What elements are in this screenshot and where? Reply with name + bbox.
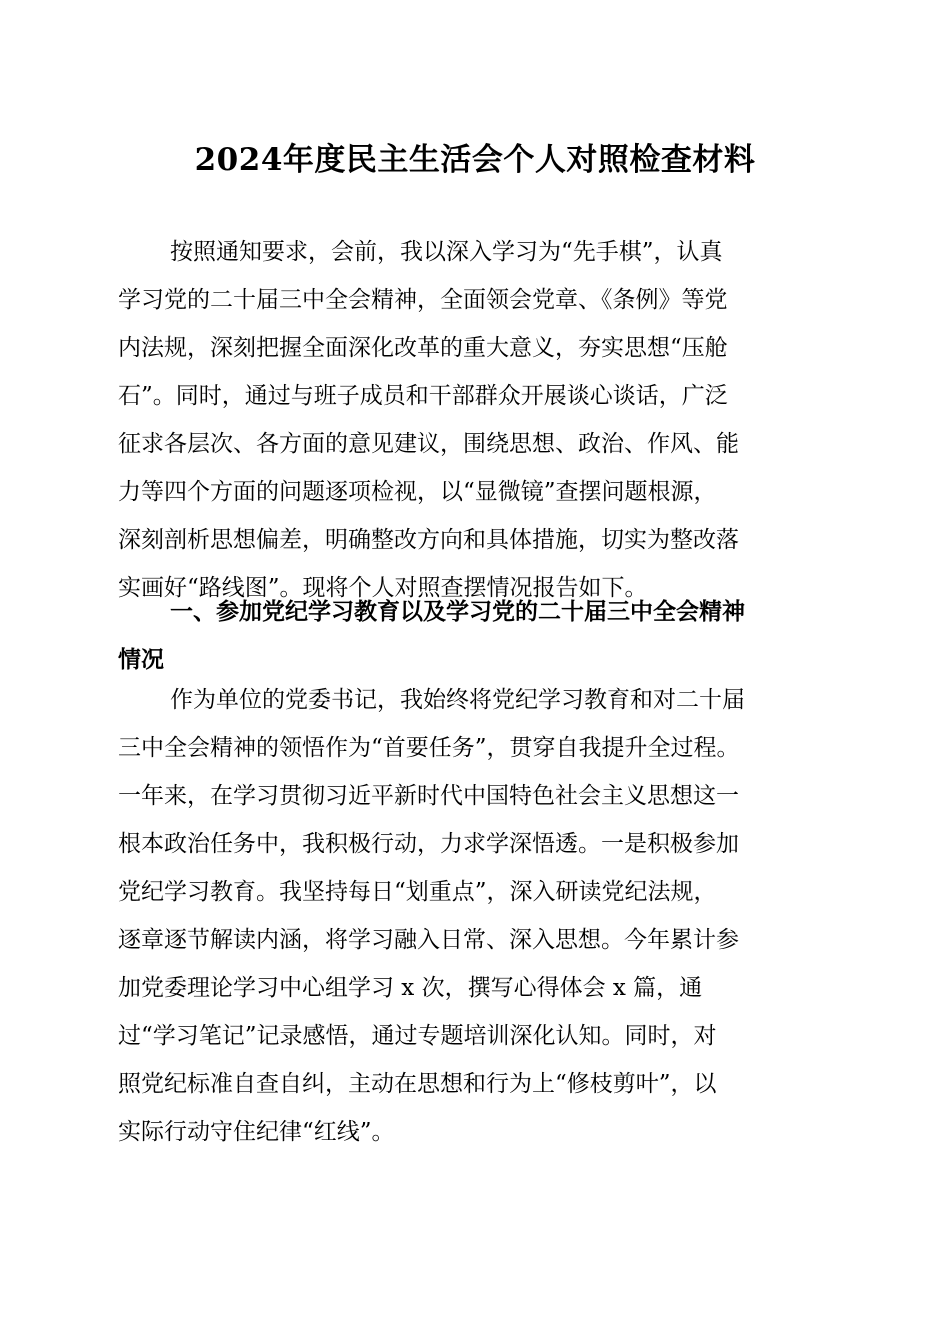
text-line: 内法规，深刻把握全面深化改革的重大意义，夯实思想“压舱: [118, 335, 728, 361]
document-title: 2024年度民主生活会个人对照检查材料: [194, 142, 756, 178]
text-line: 作为单位的党委书记，我始终将党纪学习教育和对二十届: [170, 687, 745, 713]
paragraph-section-1: [118, 676, 838, 1156]
text-line: 逐章逐节解读内涵，将学习融入日常、深入思想。今年累计参: [118, 927, 739, 953]
text-line: 石”。同时，通过与班子成员和干部群众开展谈心谈话，广泛: [118, 383, 728, 409]
text-line: 力等四个方面的问题逐项检视，以“显微镜”查摆问题根源，: [118, 479, 717, 505]
text-line: 学习党的二十届三中全会精神，全面领会党章、《条例》等党: [118, 287, 728, 313]
text-line: 党纪学习教育。我坚持每日“划重点”，深入研读党纪法规，: [118, 879, 717, 905]
text-line: 深刻剖析思想偏差，明确整改方向和具体措施，切实为整改落: [118, 527, 739, 553]
text-line: 照党纪标准自查自纠，主动在思想和行为上“修枝剪叶”，以: [118, 1071, 717, 1097]
text-line: 加党委理论学习中心组学习 x 次，撰写心得体会 x 篇，通: [118, 975, 703, 1001]
paragraph-intro: [118, 228, 838, 612]
text-line: 一年来，在学习贯彻习近平新时代中国特色社会主义思想这一: [118, 783, 739, 809]
section-heading-1: [118, 588, 838, 684]
text-line: 按照通知要求，会前，我以深入学习为“先手棋”，认真: [170, 239, 723, 265]
text-line: 三中全会精神的领悟作为“首要任务”，贯穿自我提升全过程。: [118, 735, 740, 761]
text-line: 根本政治任务中，我积极行动，力求学深悟透。一是积极参加: [118, 831, 739, 857]
text-line: 实画好“路线图”。现将个人对照查摆情况报告如下。: [118, 575, 648, 601]
text-line: 征求各层次、各方面的意见建议，围绕思想、政治、作风、能: [118, 431, 739, 457]
heading-line: 情况: [118, 647, 164, 673]
text-line: 实际行动守住纪律“红线”。: [118, 1119, 395, 1145]
heading-line: 一、参加党纪学习教育以及学习党的二十届三中全会精神: [170, 599, 745, 625]
text-line: 过“学习笔记”记录感悟，通过专题培训深化认知。同时，对: [118, 1023, 717, 1049]
